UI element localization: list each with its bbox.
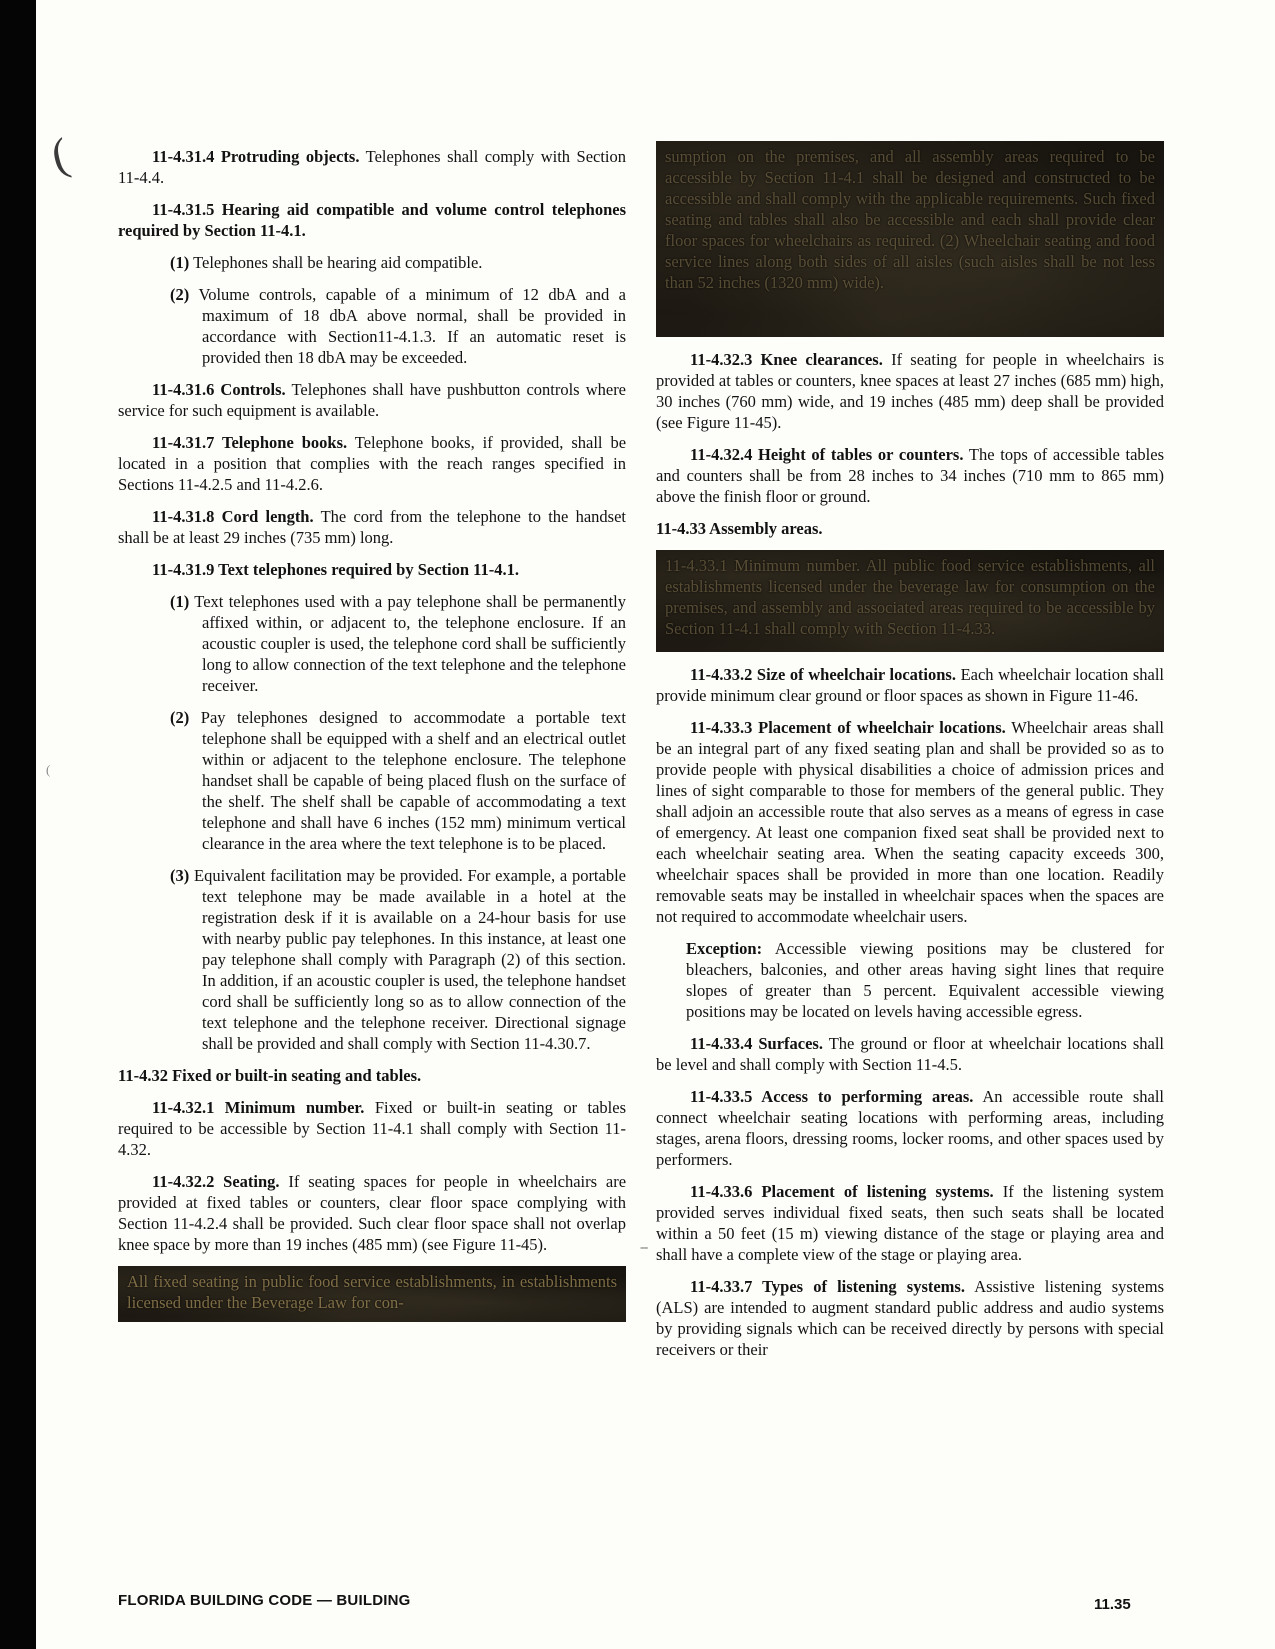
paragraph-11-4-33-7 <box>656 1276 1164 1360</box>
footer-document-title: FLORIDA BUILDING CODE — BUILDING <box>118 1592 411 1609</box>
redacted-text: sumption on the premises, and all assembly areas required to be accessible by Section 11-4.1 shall be designed and constructed to be accessible and shall comply with the applicable requirements. Such fixed seating and tables shall also be accessible and each shall provide clear floor spaces for wheelchairs as required. (2) Wheelchair seating and food service lines along both sides of all aisles (such aisles shall be not less than 52 inches (1320 mm) wide). <box>665 147 1155 292</box>
redacted-text: All fixed seating in public food service establishments, in establishments licensed under the Beverage Law for con- <box>127 1272 617 1312</box>
clause-heading: 11-4.33.5 Access to performing areas. <box>690 1087 974 1106</box>
clause-heading: 11-4.32.1 Minimum number. <box>152 1098 365 1117</box>
clause-text: Telephone books, if provided, shall be located in a position that complies with the reach ranges specified in Sections 11-4.2.5 and 11-4.2.6. <box>118 433 627 494</box>
list-item-text: Equivalent facilitation may be provided. For example, a portable text telephone may be made available in a hotel at the registration desk if it is available on a 24-hour basis for use with nearby public pay telephones. In this instance, at least one pay telephone shall comply with Paragraph (2) of this section. In addition, if an acoustic coupler is used, the telephone handset cord shall be sufficiently long so as to allow connection of the text telephone and the telephone receiver. Directional signage shall be provided and shall comply with Section 11-4.30.7. <box>194 866 626 1053</box>
list-item <box>170 707 627 854</box>
list-item-number: (3) <box>170 866 190 885</box>
clause-heading: 11-4.31.4 Protruding objects. <box>152 147 360 166</box>
redacted-text: 11-4.33.1 Minimum number. All public food service establishments, all establishments licensed under the beverage law for consumption on the premises, and assembly and associated areas required to be accessible by Section 11-4.1 shall comply with Section 11-4.33. <box>665 556 1155 638</box>
list-item-text: Text telephones used with a pay telephone shall be permanently affixed within, or adjacent to, the telephone enclosure. If an acoustic coupler is used, the telephone cord shall be sufficiently long to allow connection of the text telephone and the telephone receiver. <box>194 592 627 695</box>
section-heading-11-4-33: 11-4.33 Assembly areas. <box>656 519 823 538</box>
left-column <box>118 146 626 1334</box>
scan-artifact-small-paren: ( <box>46 762 51 777</box>
clause-text: Telephones shall have pushbutton controls where service for such equipment is available. <box>118 380 627 420</box>
paragraph-11-4-33-6 <box>656 1181 1164 1265</box>
clause-heading: 11-4.33.6 Placement of listening systems. <box>690 1182 994 1201</box>
paragraph-11-4-31-5 <box>118 199 626 241</box>
clause-text: If seating spaces for people in wheelchairs are provided at fixed tables or counters, clear floor space complying with Section 11-4.2.4 shall be provided. Such clear floor space shall not overlap knee space by more than 19 inches (485 mm) (see Figure 11-45). <box>118 1172 627 1254</box>
exception-paragraph <box>686 938 1164 1022</box>
exception-label: Exception: <box>686 939 763 958</box>
list-item <box>170 284 627 368</box>
list-item-number: (1) <box>170 592 190 611</box>
list-item <box>170 252 626 273</box>
paragraph-11-4-33-4 <box>656 1033 1164 1075</box>
clause-heading: 11-4.31.8 Cord length. <box>152 507 314 526</box>
paragraph-11-4-33-3 <box>656 717 1164 927</box>
clause-text: An accessible route shall connect wheelchair seating locations with performing areas, including stages, arena floors, dressing rooms, locker rooms, and other spaces used by performers. <box>656 1087 1165 1169</box>
clause-heading: 11-4.32.4 Height of tables or counters. <box>690 445 964 464</box>
clause-heading: 11-4.31.7 Telephone books. <box>152 433 348 452</box>
clause-text: The ground or floor at wheelchair locations shall be level and shall comply with Section 11-4.5. <box>656 1034 1165 1074</box>
paragraph-11-4-32-4 <box>656 444 1164 507</box>
clause-text: If seating for people in wheelchairs is provided at tables or counters, knee spaces at least 27 inches (685 mm) high, 30 inches (760 mm) wide, and 19 inches (485 mm) deep shall be provided (see Figure 11-45). <box>656 350 1164 432</box>
scan-artifact-paren: ( <box>46 127 74 182</box>
clause-heading: 11-4.33.7 Types of listening systems. <box>690 1277 965 1296</box>
paragraph-11-4-33-2 <box>656 664 1164 706</box>
clause-heading: 11-4.31.6 Controls. <box>152 380 286 399</box>
list-item <box>170 865 626 1054</box>
clause-text: Each wheelchair location shall provide minimum clear ground or floor spaces as shown in Figure 11-46. <box>656 665 1164 705</box>
clause-text: Fixed or built-in seating or tables required to be accessible by Section 11-4.1 shall comply with Section 11-4.32. <box>118 1098 627 1159</box>
paragraph-11-4-31-9 <box>118 559 626 580</box>
clause-heading: 11-4.31.5 Hearing aid compatible and volume control telephones required by Section 11-4.1. <box>118 200 626 240</box>
list-item-text: Pay telephones designed to accommodate a portable text telephone shall be equipped with a shelf and an electrical outlet within or adjacent to the telephone enclosure. The telephone handset shall be capable of being placed flush on the surface of the shelf. The shelf shall be capable of accommodating a text telephone and shall have 6 inches (152 mm) minimum vertical clearance in the area where the text telephone is to be placed. <box>200 708 627 853</box>
paragraph-11-4-33-5 <box>656 1086 1164 1170</box>
paragraph-11-4-31-6 <box>118 379 626 421</box>
clause-text: Wheelchair areas shall be an integral part of any fixed seating plan and shall be provided so as to provide people with physical disabilities a choice of admission prices and lines of sight comparable to those for members of the general public. They shall adjoin an accessible route that also serves as a means of egress in case of emergency. At least one companion fixed seat shall be provided next to each wheelchair seating area. When the seating capacity exceeds 300, wheelchair spaces shall be provided in more than one location. Readily removable seats may be installed in wheelchair spaces when the spaces are not required to accommodate wheelchair users. <box>656 718 1164 926</box>
list-item-text: Volume controls, capable of a minimum of 12 dbA and a maximum of 18 dbA above normal, shall be provided in accordance with Section11-4.1.3. If an automatic reset is provided then 18 dbA may be exceeded. <box>198 285 627 367</box>
clause-heading: 11-4.33.3 Placement of wheelchair locations. <box>690 718 1006 737</box>
list-item-number: (1) <box>170 253 190 272</box>
paragraph-11-4-31-4 <box>118 146 626 188</box>
clause-heading: 11-4.32.3 Knee clearances. <box>690 350 883 369</box>
clause-heading: 11-4.33.2 Size of wheelchair locations. <box>690 665 956 684</box>
clause-heading: 11-4.31.9 Text telephones required by Section 11-4.1. <box>152 560 519 579</box>
binding-strip <box>0 0 36 1649</box>
paragraph-11-4-32-1 <box>118 1097 626 1160</box>
clause-text: The tops of accessible tables and counters shall be from 28 inches to 34 inches (710 mm to 865 mm) above the finish floor or ground. <box>656 445 1164 506</box>
clause-text: Assistive listening systems (ALS) are intended to augment standard public address and audio systems by providing signals which can be received directly by persons with special receivers or their <box>656 1277 1165 1359</box>
footer-page-number: 11.35 <box>1094 1596 1131 1613</box>
clause-text: The cord from the telephone to the handset shall be at least 29 inches (735 mm) long. <box>118 507 626 547</box>
exception-text: Accessible viewing positions may be clustered for bleachers, balconies, and other areas having sight lines that require slopes of greater than 5 percent. Equivalent accessible viewing positions may be located on levels having accessible egress. <box>686 939 1164 1021</box>
redacted-block <box>656 550 1164 652</box>
clause-heading: 11-4.33.4 Surfaces. <box>690 1034 823 1053</box>
clause-text: Telephones shall comply with Section 11-4.4. <box>118 147 627 187</box>
clause-text: If the listening system provided serves individual fixed seats, then such seats shall be located within a 50 feet (15 m) viewing distance of the stage or playing area and shall have a complete view of the stage or playing area. <box>656 1182 1164 1264</box>
paragraph-11-4-32-3 <box>656 349 1164 433</box>
section-heading-11-4-32: 11-4.32 Fixed or built-in seating and tables. <box>118 1066 422 1085</box>
list-item-number: (2) <box>170 285 190 304</box>
redacted-block <box>656 141 1164 337</box>
right-column <box>656 141 1164 1371</box>
paragraph-11-4-32-2 <box>118 1171 626 1255</box>
list-item-text: Telephones shall be hearing aid compatible. <box>193 253 483 272</box>
list-item-number: (2) <box>170 708 190 727</box>
clause-heading: 11-4.32.2 Seating. <box>152 1172 280 1191</box>
scan-artifact-dash: -- <box>640 1240 648 1255</box>
list-item <box>170 591 627 696</box>
paragraph-11-4-31-7 <box>118 432 626 495</box>
paragraph-11-4-31-8 <box>118 506 626 548</box>
redacted-block <box>118 1266 626 1322</box>
